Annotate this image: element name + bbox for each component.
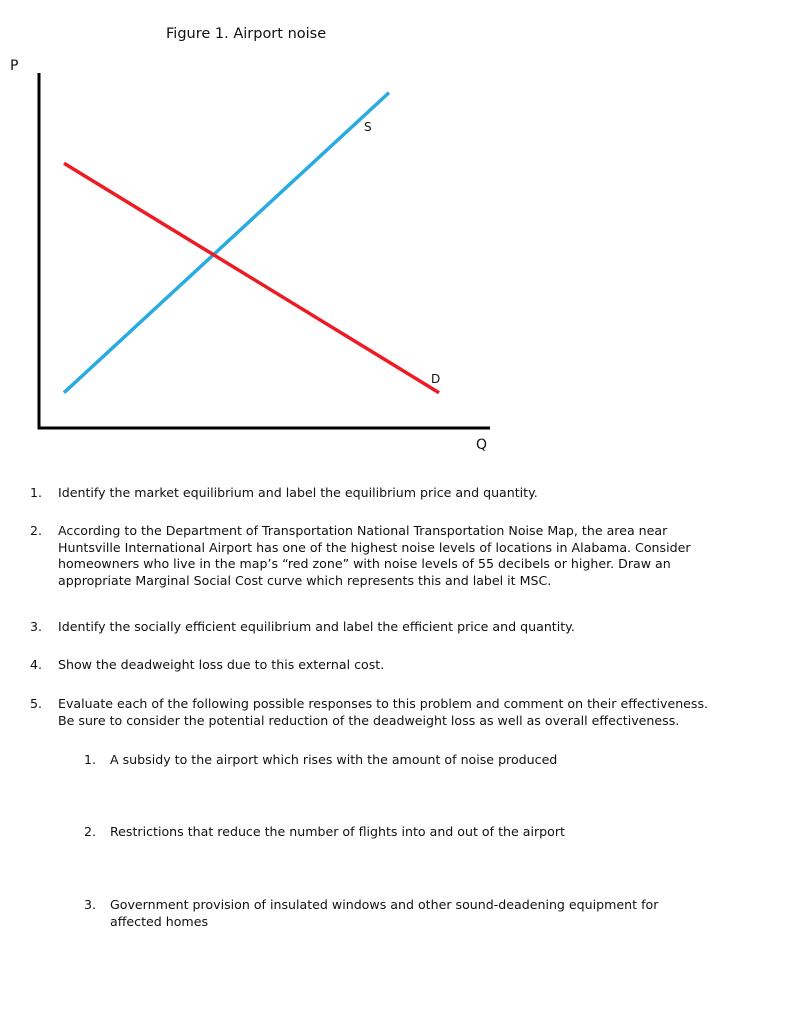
question-number: 2. (30, 523, 43, 538)
demand-label: D (431, 372, 441, 386)
question-number: 5. (30, 696, 43, 711)
supply-label: S (364, 120, 372, 134)
demand-curve (64, 163, 439, 392)
question-text: Identify the socially efficient equilibrium and label the efficient price and quantity. (58, 619, 575, 634)
figure-title: Figure 1. Airport noise (166, 26, 327, 42)
question-number: 3. (30, 619, 43, 634)
sub-question-3 (84, 897, 704, 930)
question-text: Evaluate each of the following possible responses to this problem and comment on their effectiveness. Be sure to consider the potential reduction of the deadweight loss as well as overall effectiveness. (58, 696, 709, 728)
question-1 (30, 485, 720, 502)
question-text: Show the deadweight loss due to this external cost. (58, 657, 385, 672)
sub-question-1 (84, 752, 704, 769)
sub-question-text: Restrictions that reduce the number of flights into and out of the airport (110, 824, 565, 839)
sub-question-number: 1. (84, 752, 97, 767)
supply-curve (64, 93, 389, 393)
question-text: Identify the market equilibrium and label the equilibrium price and quantity. (58, 485, 538, 500)
question-4 (30, 657, 720, 674)
sub-question-number: 3. (84, 897, 97, 912)
question-3 (30, 619, 720, 636)
question-2 (30, 523, 720, 589)
sub-question-number: 2. (84, 824, 97, 839)
question-number: 1. (30, 485, 43, 500)
sub-question-2 (84, 824, 704, 841)
sub-question-text: Government provision of insulated windows and other sound-deadening equipment for affected homes (110, 897, 659, 929)
x-axis-label: Q (476, 437, 488, 453)
question-text: According to the Department of Transportation National Transportation Noise Map, the area near Huntsville International Airport has one of the highest noise levels of locations in Alabama. Consider homeowners who live in the map’s “red zone” with noise levels of 55 decibels or higher. Draw an appropriate Marginal Social Cost curve which represents this and label it MSC. (58, 523, 691, 588)
question-5 (30, 696, 720, 729)
question-number: 4. (30, 657, 43, 672)
y-axis-label: P (10, 58, 19, 74)
sub-question-text: A subsidy to the airport which rises with the amount of noise produced (110, 752, 558, 767)
supply-demand-graph (0, 0, 789, 470)
